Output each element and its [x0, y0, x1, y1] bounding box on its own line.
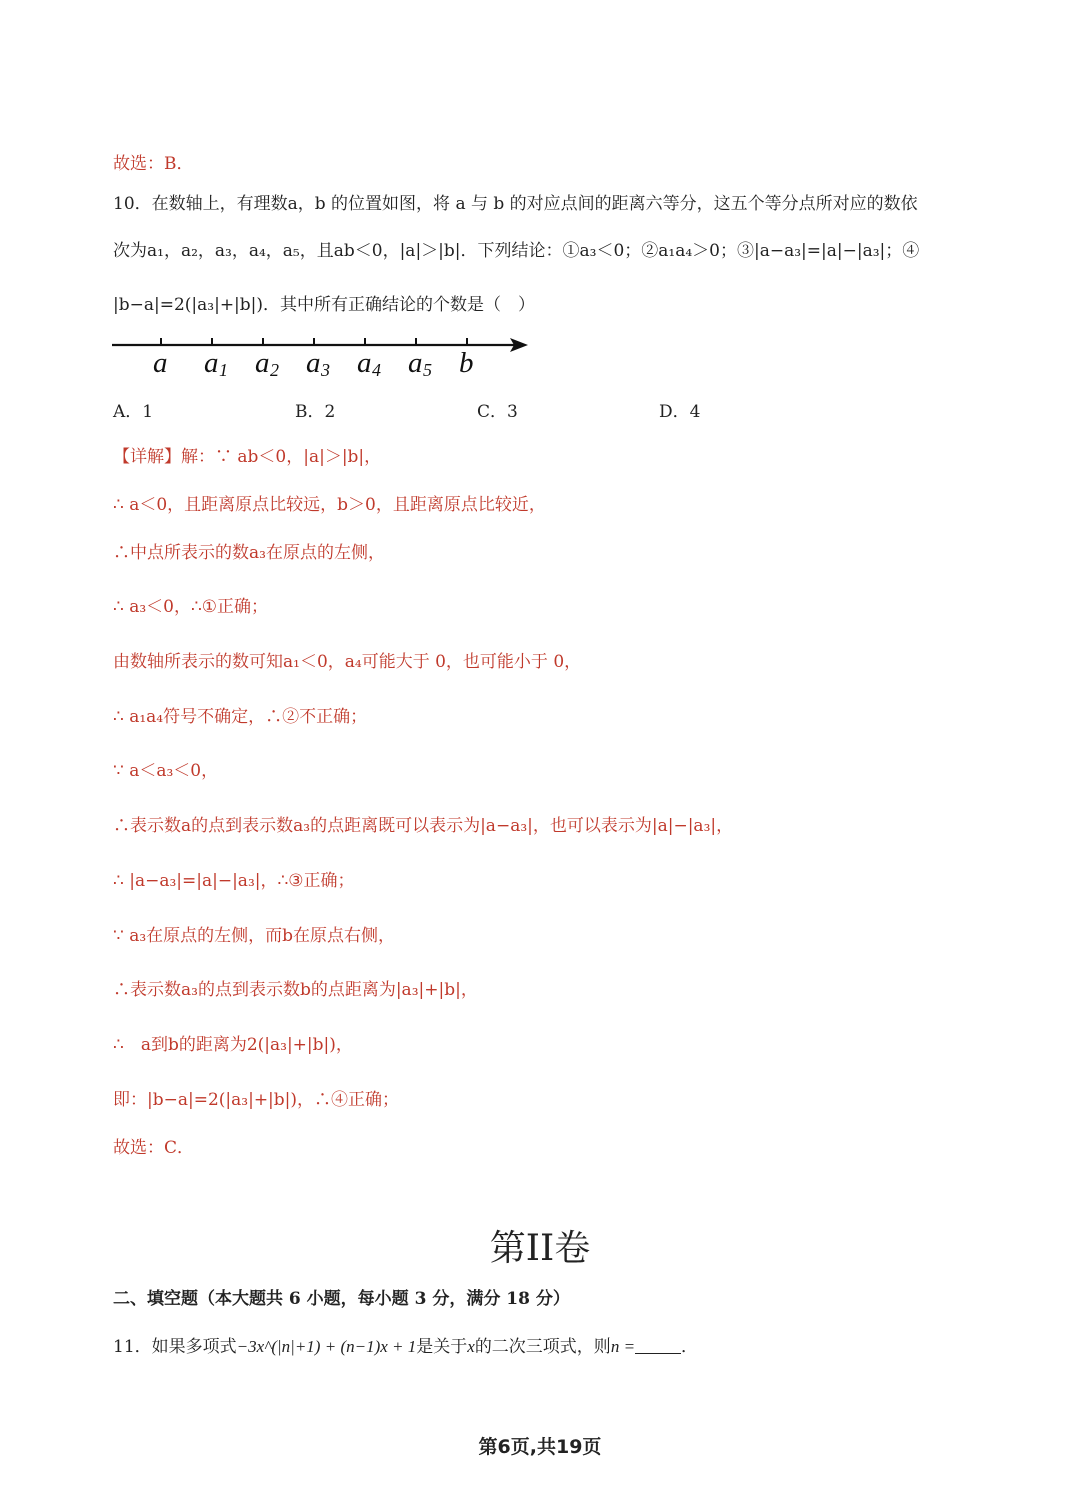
solution-line12: ∴ a到b的距离为2(|a₃|+|b|)， [113, 1035, 353, 1055]
option-c[interactable]: C．3 [477, 402, 518, 422]
question10-line2: 次为a₁，a₂，a₃，a₄，a₅，且ab＜0，|a|＞|b|．下列结论：①a₃＜0；②a₁a₄＞0；③|a−a₃|=|a|−|a₃|；④ [113, 241, 920, 261]
question10-line3: |b−a|=2(|a₃|+|b|)．其中所有正确结论的个数是（ ） [113, 295, 536, 315]
question11-end: ． [681, 1337, 699, 1357]
number-line-label: a [204, 347, 219, 379]
solution-line2: ∴ a＜0，且距离原点比较远，b＞0，且距离原点比较近， [113, 495, 546, 515]
number-line-label: a [255, 347, 270, 379]
solution-tag: 【详解】 [113, 447, 181, 467]
number-line-subscript: 4 [372, 360, 381, 380]
option-d[interactable]: D．4 [659, 402, 701, 422]
number-line-subscript: 1 [219, 360, 228, 380]
question11-answer-lhs: n = [610, 1337, 636, 1356]
solution-line14: 故选：C． [113, 1138, 195, 1158]
option-a[interactable]: A．1 [113, 402, 154, 422]
solution-line6: ∴ a₁a₄符号不确定，∴②不正确； [113, 707, 368, 727]
question11-suffix: 的二次三项式，则 [474, 1337, 611, 1357]
answer-blank[interactable] [635, 1339, 681, 1354]
number-line-label: a [153, 347, 168, 379]
solution-line5: 由数轴所表示的数可知a₁＜0，a₄可能大于 0，也可能小于 0， [113, 652, 582, 672]
solution-line10: ∵ a₃在原点的左侧，而b在原点右侧， [113, 926, 396, 946]
solution-line4: ∴ a₃＜0，∴①正确； [113, 597, 269, 617]
number-line-subscript: 5 [423, 360, 432, 380]
question11 [113, 1336, 698, 1358]
number-line-label: b [459, 347, 474, 379]
solution-line3: ∴中点所表示的数a₃在原点的左侧， [113, 543, 385, 563]
page-footer: 第6页,共19页 [478, 1436, 602, 1458]
question11-prefix: 11．如果多项式 [113, 1337, 237, 1357]
section2-heading: 二、填空题（本大题共 6 小题，每小题 3 分，满分 18 分） [113, 1289, 570, 1309]
number-line-subscript: 3 [321, 360, 330, 380]
options-row [113, 397, 813, 422]
solution-text-1: 解：∵ ab＜0，|a|＞|b|， [181, 447, 382, 467]
number-line-label: a [408, 347, 423, 379]
question11-variable: x [467, 1337, 475, 1356]
solution-line1 [113, 446, 381, 468]
question11-expression: −3x^(|n|+1) + (n−1)x + 1 [236, 1337, 417, 1356]
solution-line7: ∵ a＜a₃＜0， [113, 761, 219, 781]
solution-line8: ∴表示数a的点到表示数a₃的点距离既可以表示为|a−a₃|，也可以表示为|a|−|a₃|， [113, 816, 734, 836]
number-line-label: a [357, 347, 372, 379]
solution-line9: ∴ |a−a₃|=|a|−|a₃|，∴③正确； [113, 871, 355, 891]
solution-line13: 即：|b−a|=2(|a₃|+|b|)，∴④正确； [113, 1090, 400, 1110]
section-title: 第II卷 [489, 1228, 591, 1269]
option-b[interactable]: B．2 [295, 402, 336, 422]
question10-line1: 10．在数轴上，有理数a，b 的位置如图，将 a 与 b 的对应点间的距离六等分，这五个等分点所对应的数依 [113, 194, 918, 214]
number-line-figure [108, 330, 538, 382]
number-line-subscript: 2 [270, 360, 279, 380]
number-line-label: a [306, 347, 321, 379]
solution-line11: ∴表示数a₃的点到表示数b的点距离为|a₃|+|b|， [113, 980, 478, 1000]
question11-middle: 是关于 [416, 1337, 468, 1357]
previous-answer: 故选：B． [113, 154, 194, 174]
